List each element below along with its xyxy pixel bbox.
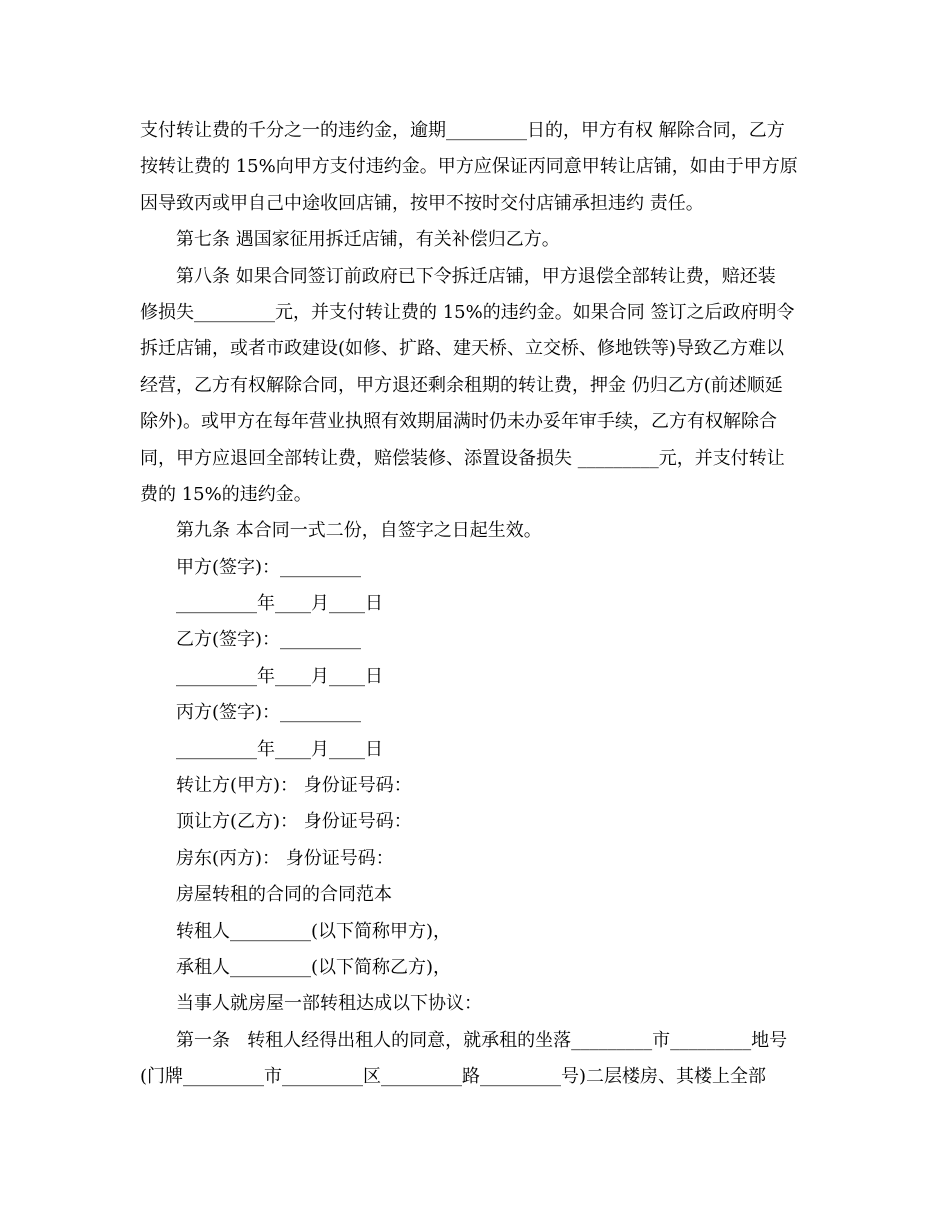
clause-1: 第一条 转租人经得出租人的同意，就承租的坐落_________市_________地号 <box>176 1029 788 1051</box>
clause-8: 第八条 如果合同签订前政府已下令拆迁店铺，甲方退偿全部转让费，赔还装 <box>176 265 776 287</box>
transferee-id-line: 顶让方(乙方)： 身份证号码： <box>176 811 412 833</box>
date-line-b: _________年____月____日 <box>176 665 383 687</box>
landlord-id-line: 房东(丙方)： 身份证号码： <box>176 847 394 869</box>
signature-party-c: 丙方(签字)：_________ <box>176 702 362 724</box>
text-line: 除外)。或甲方在每年营业执照有效期届满时仍未办妥年审手续，乙方有权解除合 <box>140 411 778 433</box>
text-line: 修损失_________元，并支付转让费的 15%的违约金。如果合同 签订之后政府明令 <box>140 301 795 323</box>
sublessee-line: 承租人_________(以下简称乙方)， <box>176 956 452 978</box>
clause-7: 第七条 遇国家征用拆迁店铺，有关补偿归乙方。 <box>176 229 560 251</box>
clause-9: 第九条 本合同一式二份，自签字之日起生效。 <box>176 520 542 542</box>
text-line: 因导致丙或甲自己中途收回店铺，按甲不按时交付店铺承担违约 责任。 <box>140 192 704 214</box>
sublessor-line: 转租人_________(以下简称甲方)， <box>176 920 452 942</box>
agreement-intro: 当事人就房屋一部转租达成以下协议： <box>176 993 482 1015</box>
signature-party-a: 甲方(签字)：_________ <box>176 556 362 578</box>
document-body <box>140 113 810 1096</box>
section-heading: 房屋转租的合同的合同范本 <box>176 884 392 906</box>
text-line: 拆迁店铺，或者市政建设(如修、扩路、建天桥、立交桥、修地铁等)导致乙方难以 <box>140 338 785 360</box>
date-line-a: _________年____月____日 <box>176 593 383 615</box>
text-line: 按转让费的 15%向甲方支付违约金。甲方应保证丙同意甲转让店铺，如由于甲方原 <box>140 156 798 178</box>
text-line: 费的 15%的违约金。 <box>140 483 312 505</box>
date-line-c: _________年____月____日 <box>176 738 383 760</box>
signature-party-b: 乙方(签字)：_________ <box>176 629 362 651</box>
text-line: 经营，乙方有权解除合同，甲方退还剩余租期的转让费，押金 仍归乙方(前述顺延 <box>140 374 783 396</box>
text-line: 支付转让费的千分之一的违约金，逾期_________日的，甲方有权 解除合同，乙方 <box>140 120 785 141</box>
transferor-id-line: 转让方(甲方)： 身份证号码： <box>176 775 412 797</box>
text-line: (门牌_________市_________区_________路_________号)二层楼房、其楼上全部 <box>140 1066 767 1088</box>
text-line: 同，甲方应退回全部转让费，赔偿装修、添置设备损失 _________元，并支付转让 <box>140 447 785 469</box>
